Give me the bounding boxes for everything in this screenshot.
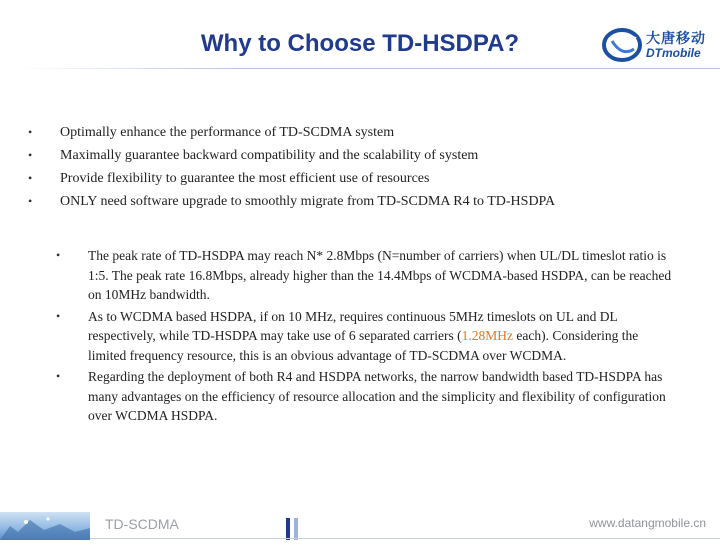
bullet-icon: •	[28, 125, 33, 139]
bullet-icon: •	[56, 369, 61, 383]
main-bullet-list	[28, 121, 588, 213]
bullet-icon: •	[56, 308, 61, 323]
bullet-text: Optimally enhance the performance of TD-SCDMA system	[60, 125, 395, 140]
footer-url[interactable]: www.datangmobile.cn	[589, 516, 706, 530]
sub-bullet-text-before: As to WCDMA based HSDPA, if on 10 MHz, requires continuous 5MHz timeslots on UL and DL respectively, while TD-HSDPA may take use of 6 separated carriers (	[88, 308, 618, 343]
bullet-text: ONLY need software upgrade to smoothly migrate from TD-SCDMA R4 to TD-HSDPA	[60, 194, 556, 209]
footer-divider	[90, 538, 720, 539]
logo-english-text: DTmobile	[646, 46, 701, 60]
list-item	[56, 246, 676, 305]
company-logo	[600, 25, 718, 65]
list-item	[56, 307, 676, 366]
bullet-text: Maximally guarantee backward compatibility and the scalability of system	[60, 148, 479, 163]
list-item	[28, 167, 588, 190]
bullet-icon: •	[28, 194, 33, 208]
bullet-icon: •	[28, 171, 33, 185]
slide-footer	[0, 508, 720, 540]
slide-title: Why to Choose TD-HSDPA?	[200, 30, 520, 57]
sub-bullet-list	[56, 246, 676, 428]
list-item	[28, 144, 588, 167]
list-item	[28, 190, 588, 213]
footer-photo-graphic	[0, 512, 90, 540]
sub-bullet-text	[88, 309, 638, 363]
title-divider	[20, 68, 720, 69]
sub-bullet-text: The peak rate of TD-HSDPA may reach N* 2.8Mbps (N=number of carriers) when UL/DL timeslot ratio is 1:5. The peak rate 16.8Mbps, already higher than the 14.4Mbps of WCDMA-based HSDPA, can be reached on 10MHz bandwidth.	[88, 248, 672, 302]
list-item	[28, 121, 588, 144]
list-item	[56, 367, 676, 426]
sub-bullet-text: Regarding the deployment of both R4 and HSDPA networks, the narrow bandwidth based TD-HSDPA has many advantages on the efficiency of resource allocation and the simplicity and flexibility of configuration over WCDMA HSDPA.	[88, 369, 666, 423]
bullet-text: Provide flexibility to guarantee the most efficient use of resources	[60, 171, 430, 186]
highlighted-value: 1.28MHz	[461, 328, 514, 343]
dtmobile-logo-icon	[602, 27, 642, 63]
bullet-icon: •	[56, 248, 61, 262]
footer-label: TD-SCDMA	[105, 516, 179, 532]
logo-chinese-text: 大唐移动	[646, 31, 706, 47]
sub-bullet-text-after: each). Considering the limited frequency resource, this is an obvious advantage of TD-SCDMA over WCDMA.	[88, 328, 639, 363]
footer-photo	[0, 512, 90, 540]
bullet-icon: •	[28, 148, 33, 162]
